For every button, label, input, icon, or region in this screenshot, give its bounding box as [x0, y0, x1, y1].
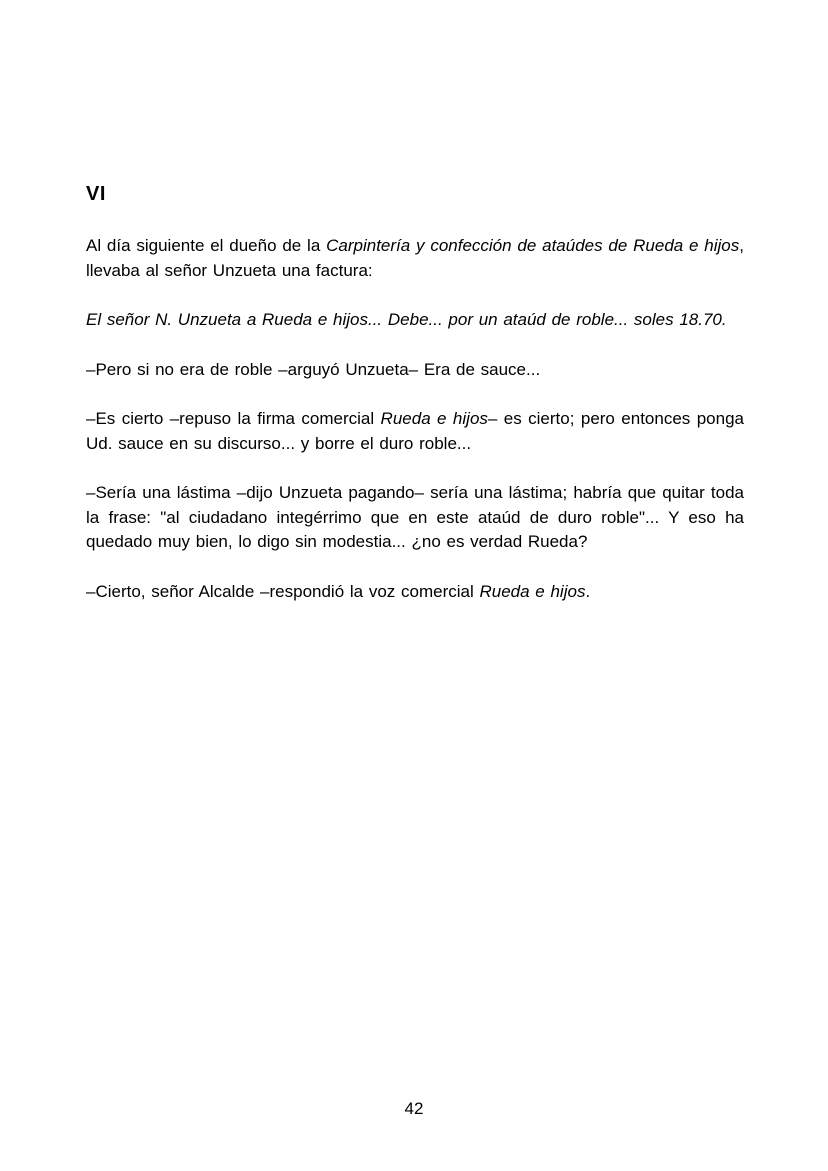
text-run: . [585, 581, 591, 601]
paragraph [86, 407, 744, 456]
italic-text-run: Carpintería y confección de ataúdes de Rueda e hijos [326, 236, 740, 255]
italic-text-run: El señor N. Unzueta a Rueda e hijos... Debe... por un ataúd de roble... soles 18.70. [86, 310, 727, 329]
text-run: –Cierto, señor Alcalde –respondió la voz comercial [86, 581, 480, 601]
italic-text-run: Rueda e hijos [380, 409, 488, 428]
paragraph [86, 580, 744, 605]
chapter-heading: VI [86, 183, 106, 205]
text-run: Al día siguiente el dueño de la [86, 236, 327, 255]
text-body [86, 234, 744, 604]
paragraph [86, 358, 744, 383]
italic-text-run: Rueda e hijos [479, 581, 586, 601]
page-number: 42 [404, 1099, 424, 1118]
text-run: – es cierto; pero entonces ponga Ud. sauce en su discurso... y borre el duro roble... [86, 409, 744, 453]
text-run: –Es cierto –repuso la firma comercial [86, 409, 381, 428]
text-run: –Pero si no era de roble –arguyó Unzueta– Era de sauce... [86, 359, 541, 379]
text-run: –Sería una lástima –dijo Unzueta pagando– sería una lástima; habría que quitar toda la frase: "al ciudadano integérrimo que en este ataúd de duro roble"... Y eso ha quedado muy bien, lo digo sin modestia... ¿no es verdad Rueda? [86, 483, 744, 551]
text-content [86, 183, 744, 629]
text-run: , llevaba al señor Unzueta una factura: [86, 236, 744, 280]
paragraph [86, 481, 744, 555]
paragraph [86, 308, 744, 333]
paragraph [86, 234, 744, 283]
